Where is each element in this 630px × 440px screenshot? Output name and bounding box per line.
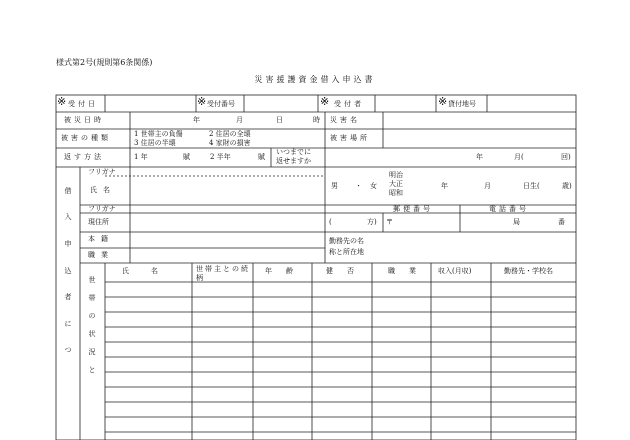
loan-area-no-field[interactable] <box>488 97 574 111</box>
repay-until-line1: いつまでに <box>276 148 311 156</box>
phone-number-label: 電話番号 <box>489 205 529 213</box>
damage-option-2[interactable]: 2 住居の全壊 <box>209 130 251 138</box>
phone-number-unit: 番 <box>558 218 565 226</box>
postal-mark: 〒 <box>386 218 393 226</box>
applicant-name-field[interactable] <box>131 168 324 204</box>
received-date-label: 受付日 <box>68 100 98 108</box>
damage-place-field[interactable] <box>384 130 574 147</box>
era-meiji[interactable]: 明治 <box>389 171 403 179</box>
address-care-of: 方) <box>367 218 377 226</box>
disaster-time-unit: 時 <box>313 116 320 124</box>
household-side-char-3: の <box>88 312 96 320</box>
furigana-label-address: フリガナ <box>88 205 116 213</box>
applicant-side-char-7: つ <box>64 346 72 354</box>
loan-area-no-label: 貸付地号 <box>448 100 476 108</box>
damage-option-1[interactable]: 1 世帯主の負傷 <box>134 130 183 138</box>
age-unit: 歳) <box>562 182 572 190</box>
birth-day-unit: 日生( <box>523 182 540 190</box>
received-no-label: 受付番号 <box>207 100 235 108</box>
workplace-label-line1: 勤務先の名 <box>329 237 364 245</box>
applicant-side-char-5: 者 <box>64 293 72 301</box>
household-col-age: 年齢 <box>265 267 307 275</box>
era-showa[interactable]: 昭和 <box>389 189 403 197</box>
repay-times-unit: 回) <box>561 153 571 161</box>
applicant-side-char-3: 申 <box>64 240 72 248</box>
household-col-health: 健否 <box>326 267 368 275</box>
repay-option-annual[interactable]: 1 年 <box>134 153 148 161</box>
birth-era-list <box>389 171 403 198</box>
received-date-field[interactable] <box>106 97 194 111</box>
birth-year-unit: 年 <box>441 182 448 190</box>
repay-month-unit: 月( <box>514 153 524 161</box>
sex-separator: ・ <box>355 182 362 190</box>
phone-bureau-unit: 局 <box>513 218 520 226</box>
household-col-name: 氏名 <box>122 267 180 275</box>
household-col-income: 収入(月収) <box>438 267 472 275</box>
furigana-label: フリガナ <box>88 168 116 176</box>
domicile-label: 本籍 <box>88 235 114 243</box>
mark-received-date: ※ <box>57 95 67 108</box>
applicant-side-char-1: 借 <box>64 187 72 195</box>
household-col-relation: 世帯主との続柄 <box>196 265 250 282</box>
sex-male[interactable]: 男 <box>331 182 338 190</box>
household-side-char-4: 状 <box>88 330 96 338</box>
mark-loan-area-no: ※ <box>438 95 448 108</box>
repay-option-annual-unit: 賦 <box>183 153 190 161</box>
repayment-method-label: 返す方法 <box>64 153 104 161</box>
sex-female[interactable]: 女 <box>370 182 377 190</box>
applicant-side-char-4: 込 <box>64 267 72 275</box>
form-number-label: 様式第2号(規則第6条関係) <box>56 58 153 67</box>
applicant-side-char-2: 入 <box>64 213 72 221</box>
occupation-field[interactable] <box>131 249 324 262</box>
address-paren-open: ( <box>329 218 332 226</box>
damage-place-label: 被害場所 <box>330 134 370 142</box>
workplace-label-line2: 称と所在地 <box>329 248 364 256</box>
name-label: 氏名 <box>90 186 116 194</box>
postal-code-label: 郵便番号 <box>393 205 433 213</box>
applicant-side-char-6: に <box>64 320 72 328</box>
address-field[interactable] <box>131 214 324 231</box>
disaster-year-unit: 年 <box>193 116 200 124</box>
household-side-char-6: と <box>88 366 96 374</box>
mark-receiver: ※ <box>320 95 330 108</box>
repay-year-unit: 年 <box>476 153 483 161</box>
disaster-name-label: 災害名 <box>330 116 360 124</box>
disaster-datetime-label: 被災日時 <box>64 116 104 124</box>
repay-until-line2: 返せますか <box>276 157 311 165</box>
era-taisho[interactable]: 大正 <box>389 180 403 188</box>
repay-option-semiannual-unit: 賦 <box>258 153 265 161</box>
damage-option-3[interactable]: 3 住居の半壊 <box>134 139 176 147</box>
household-col-workplace-school: 勤務先・学校名 <box>504 267 553 275</box>
damage-option-4[interactable]: 4 家財の損害 <box>209 139 251 147</box>
household-col-occupation: 職業 <box>388 267 430 275</box>
occupation-label: 職業 <box>88 251 114 259</box>
repay-option-semiannual[interactable]: 2 半年 <box>210 153 231 161</box>
household-side-char-5: 況 <box>88 348 96 356</box>
received-no-field[interactable] <box>245 97 317 111</box>
disaster-day-unit: 日 <box>276 116 283 124</box>
disaster-month-unit: 月 <box>236 116 243 124</box>
workplace-field[interactable] <box>384 233 574 262</box>
household-side-char-2: 帯 <box>88 294 96 302</box>
disaster-name-field[interactable] <box>384 113 574 128</box>
mark-received-no: ※ <box>197 95 207 108</box>
birth-month-unit: 月 <box>484 182 491 190</box>
receiver-label: 受付者 <box>334 100 364 108</box>
receiver-field[interactable] <box>376 97 434 111</box>
damage-type-label: 被害の種類 <box>61 134 111 142</box>
document-title: 災害援護資金借入申込書 <box>254 75 376 84</box>
domicile-field[interactable] <box>131 233 324 247</box>
address-label: 現住所 <box>88 218 109 226</box>
household-side-char-1: 世 <box>88 276 96 284</box>
